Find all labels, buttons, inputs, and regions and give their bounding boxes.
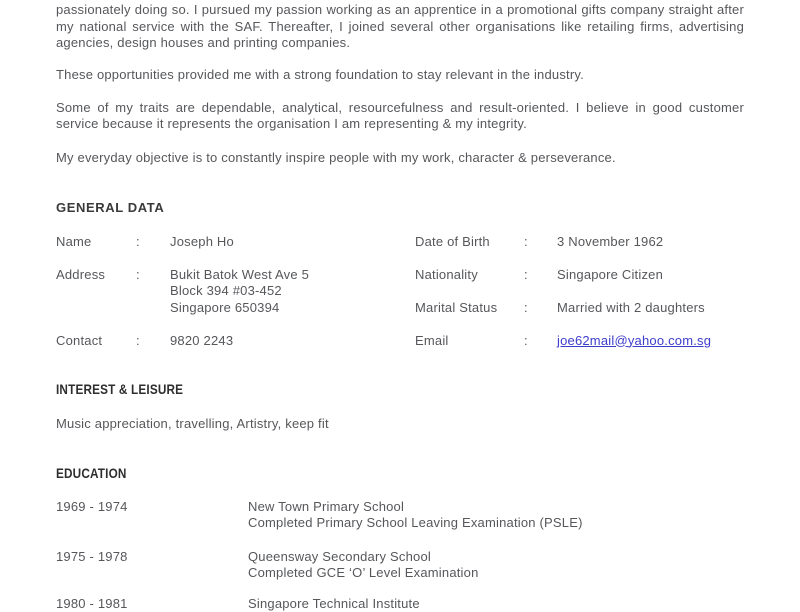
education-details xyxy=(248,549,744,582)
colon-separator: : xyxy=(524,300,557,317)
general-data-row-contact-email xyxy=(56,333,744,350)
education-details xyxy=(248,596,744,612)
contact-value: 9820 2243 xyxy=(170,333,415,350)
education-school: Queensway Secondary School xyxy=(248,549,744,566)
education-school: Singapore Technical Institute xyxy=(248,596,744,612)
profile-summary-section xyxy=(56,2,744,166)
name-value: Joseph Ho xyxy=(170,234,415,251)
colon-separator: : xyxy=(524,267,557,284)
nationality-label: Nationality xyxy=(415,267,524,284)
section-title-general-data: GENERAL DATA xyxy=(56,201,744,215)
education-row-technical xyxy=(56,596,744,612)
date-of-birth-value: 3 November 1962 xyxy=(557,234,744,251)
colon-separator: : xyxy=(136,333,170,350)
section-title-education: EDUCATION xyxy=(56,466,127,480)
colon-separator: : xyxy=(524,234,557,251)
nationality-marital-block xyxy=(415,267,744,317)
name-label: Name xyxy=(56,234,136,251)
profile-paragraph-continued: passionately doing so. I pursued my passion working as an apprentice in a promotional gifts company straight after my national service with the SAF. Thereafter, I joined several other organisations like retailing firms, advertising agencies, design houses and printing companies. xyxy=(56,2,744,52)
marital-status-label: Marital Status xyxy=(415,300,524,317)
general-data-row-name-dob xyxy=(56,234,744,251)
education-years: 1975 - 1978 xyxy=(56,549,248,566)
general-data-row-address xyxy=(56,267,744,317)
marital-status-value: Married with 2 daughters xyxy=(557,300,744,317)
colon-separator: : xyxy=(524,333,557,350)
email-label: Email xyxy=(415,333,524,350)
education-qualification: Completed Primary School Leaving Examination (PSLE) xyxy=(248,515,744,532)
profile-paragraph-objective: My everyday objective is to constantly inspire people with my work, character & perseverance. xyxy=(56,150,744,167)
address-line-1: Bukit Batok West Ave 5 xyxy=(170,267,415,284)
profile-paragraph-foundation: These opportunities provided me with a strong foundation to stay relevant in the industry. xyxy=(56,67,744,84)
address-line-3: Singapore 650394 xyxy=(170,300,415,317)
education-section xyxy=(56,466,744,612)
address-label: Address xyxy=(56,267,136,284)
education-row-secondary xyxy=(56,549,744,582)
education-years: 1969 - 1974 xyxy=(56,499,248,516)
interest-leisure-text: Music appreciation, travelling, Artistry, keep fit xyxy=(56,416,744,433)
education-qualification: Completed GCE ‘O’ Level Examination xyxy=(248,565,744,582)
colon-separator: : xyxy=(136,267,170,284)
profile-paragraph-traits: Some of my traits are dependable, analytical, resourcefulness and result-oriented. I believe in good customer service because it represents the organisation I am representing & my integrity. xyxy=(56,100,744,133)
nationality-value: Singapore Citizen xyxy=(557,267,744,284)
interest-leisure-section xyxy=(56,382,744,433)
education-row-primary xyxy=(56,499,744,532)
contact-label: Contact xyxy=(56,333,136,350)
education-years: 1980 - 1981 xyxy=(56,596,248,612)
date-of-birth-label: Date of Birth xyxy=(415,234,524,251)
address-line-2: Block 394 #03-452 xyxy=(170,283,415,300)
colon-separator: : xyxy=(136,234,170,251)
address-value xyxy=(170,267,415,317)
education-school: New Town Primary School xyxy=(248,499,744,516)
section-title-interest-leisure: INTEREST & LEISURE xyxy=(56,382,183,396)
general-data-section xyxy=(56,201,744,350)
email-link[interactable]: joe62mail@yahoo.com.sg xyxy=(557,333,711,348)
education-details xyxy=(248,499,744,532)
